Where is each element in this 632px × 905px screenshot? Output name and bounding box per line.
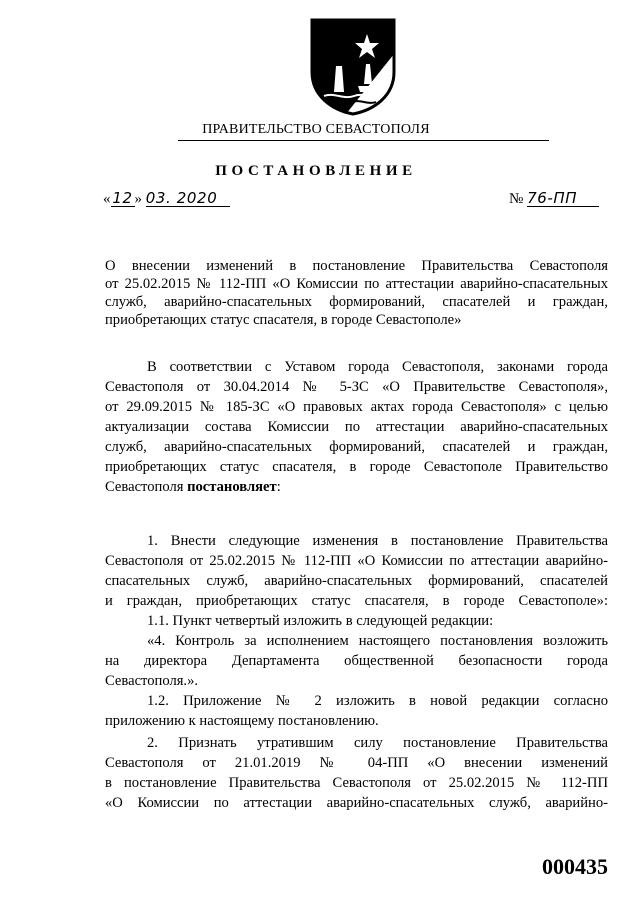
document-date [103,191,230,208]
body-line: 1.2. Приложение № 2 изложить в новой редакции согласно [147,693,608,709]
number-sign: № [509,191,524,207]
date-open-quote: « [103,191,111,207]
body-line: приложению к настоящему постановлению. [105,713,379,729]
body-line: в постановление Правительства Севастополя от 25.02.2015 № 112-ПП [105,775,608,791]
number-value: 76-ПП [527,191,599,207]
subject-line: служб, аварийно-спасательных формирований, спасателей и граждан, [105,294,608,310]
body-line: на директора Департамента общественной безопасности города [105,653,608,669]
resolves-keyword: постановляет [187,479,277,495]
body-line: «О Комиссии по аттестации аварийно-спасательных служб, аварийно- [105,795,608,811]
preamble-text: Севастополя [105,479,184,495]
subject-line: О внесении изменений в постановление Правительства Севастополя [105,258,608,274]
body-line: 2. Признать утратившим силу постановление Правительства [147,735,608,751]
preamble-line: служб, аварийно-спасательных формирований, спасателей и граждан, [105,439,608,455]
date-month-year: 03. 2020 [146,191,230,207]
body-line: Севастополя от 21.01.2019 № 04-ПП «О внесении изменений [105,755,608,771]
preamble-colon: : [276,479,281,495]
body-line: Севастополя от 25.02.2015 № 112-ПП «О Комиссии по аттестации аварийно- [105,553,608,569]
preamble-line: Севастополя от 30.04.2014 № 5-ЗС «О Правительстве Севастополя», [105,379,608,395]
body-line: 1. Внести следующие изменения в постановление Правительства [147,533,608,549]
body-line: Севастополя.». [105,673,199,689]
preamble-line: В соответствии с Уставом города Севастополя, законами города [147,359,608,375]
preamble-line: актуализации состава Комиссии по аттестации аварийно-спасательных [105,419,608,435]
header-divider [178,140,549,141]
document-serial-number: 000435 [542,854,608,879]
date-close-quote: » [134,191,142,207]
body-line: «4. Контроль за исполнением настоящего постановления возложить [147,633,608,649]
document-number [509,191,599,208]
preamble-last-line [105,478,608,496]
body-line: 1.1. Пункт четвертый изложить в следующей редакции: [147,613,494,629]
body-line: спасательных служб, аварийно-спасательных формирований, спасателей [105,573,608,589]
sevastopol-coat-of-arms-icon [306,14,400,116]
subject-line: от 25.02.2015 № 112-ПП «О Комиссии по аттестации аварийно-спасательных [105,276,608,292]
date-day: 12 [112,189,133,207]
subject-line: приобретающих статус спасателя, в городе Севастополе» [105,312,462,328]
preamble-line: приобретающих статус спасателя, в городе Севастополе Правительство [105,459,608,475]
preamble-line: от 29.09.2015 № 185-ЗС «О правовых актах города Севастополя» с целью [105,399,608,415]
body-line: и граждан, приобретающих статус спасателя, в городе Севастополе»: [105,593,608,609]
organization-name: ПРАВИТЕЛЬСТВО СЕВАСТОПОЛЯ [202,122,430,137]
document-type-title: ПОСТАНОВЛЕНИЕ [215,163,417,179]
